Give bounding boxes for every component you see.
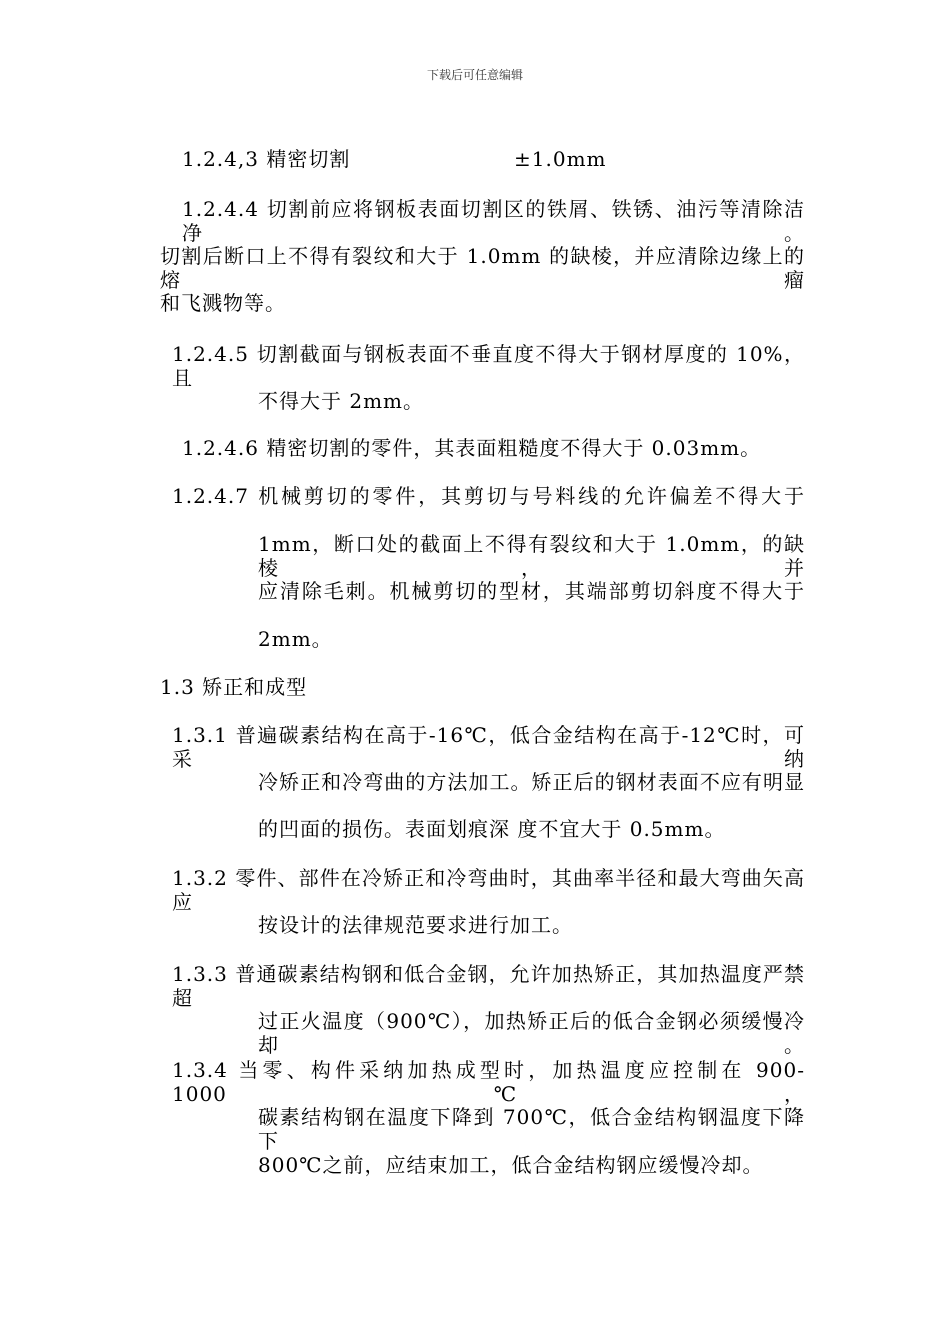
clause-1-2-4-7-line-1: 1.2.4.7 机械剪切的零件，其剪切与号料线的允许偏差不得大于 — [172, 484, 805, 508]
clause-1-3-2-line-2: 按设计的法律规范要求进行加工。 — [258, 913, 573, 937]
clause-1-2-4-3-tolerance: ±1.0mm — [514, 147, 607, 171]
clause-1-2-4-5-line-2: 不得大于 2mm。 — [258, 389, 425, 413]
clause-1-2-4-7-line-2: 1mm，断口处的截面上不得有裂纹和大于 1.0mm，的缺棱，并 — [258, 532, 805, 580]
clause-1-2-4-4-line-1: 1.2.4.4 切割前应将钢板表面切割区的铁屑、铁锈、油污等清除洁净。 — [182, 197, 805, 245]
clause-1-2-4-4-line-2: 切割后断口上不得有裂纹和大于 1.0mm 的缺棱，并应清除边缘上的熔瘤 — [160, 244, 805, 292]
clause-1-2-4-3-title: 1.2.4,3 精密切割 — [182, 147, 351, 171]
clause-1-3-2-line-1: 1.3.2 零件、部件在冷矫正和冷弯曲时，其曲率半径和最大弯曲矢高应 — [172, 866, 805, 914]
clause-1-3-3-line-1: 1.3.3 普通碳素结构钢和低合金钢，允许加热矫正，其加热温度严禁超 — [172, 962, 805, 1010]
clause-1-3-3-line-2: 过正火温度（900℃），加热矫正后的低合金钢必须缓慢冷却。 — [258, 1009, 805, 1057]
clause-1-2-4-7-line-3: 应清除毛刺。机械剪切的型材，其端部剪切斜度不得大于 — [258, 579, 805, 603]
clause-1-2-4-4-line-3: 和飞溅物等。 — [160, 291, 286, 315]
clause-1-3-1-line-3: 的凹面的损伤。表面划痕深 度不宜大于 0.5mm。 — [258, 817, 726, 841]
clause-1-3-1-line-2: 冷矫正和冷弯曲的方法加工。矫正后的钢材表面不应有明显 — [258, 770, 805, 794]
clause-1-2-4-7-line-4: 2mm。 — [258, 627, 333, 651]
clause-1-3-4-line-3: 800℃之前，应结束加工，低合金结构钢应缓慢冷却。 — [258, 1153, 764, 1177]
section-1-3-heading: 1.3 矫正和成型 — [160, 675, 308, 699]
clause-1-2-4-6: 1.2.4.6 精密切割的零件，其表面粗糙度不得大于 0.03mm。 — [182, 436, 762, 460]
clause-1-3-4-line-2: 碳素结构钢在温度下降到 700℃，低合金结构钢温度下降下 — [258, 1105, 805, 1153]
clause-1-2-4-5-line-1: 1.2.4.5 切割截面与钢板表面不垂直度不得大于钢材厚度的 10%，且 — [172, 342, 805, 390]
clause-1-3-4-line-1: 1.3.4 当零、构件采纳加热成型时，加热温度应控制在 900-1000℃， — [172, 1058, 805, 1106]
page-header-note: 下载后可任意编辑 — [426, 68, 523, 82]
clause-1-3-1-line-1: 1.3.1 普遍碳素结构在高于-16℃，低合金结构在高于-12℃时，可采纳 — [172, 723, 805, 771]
